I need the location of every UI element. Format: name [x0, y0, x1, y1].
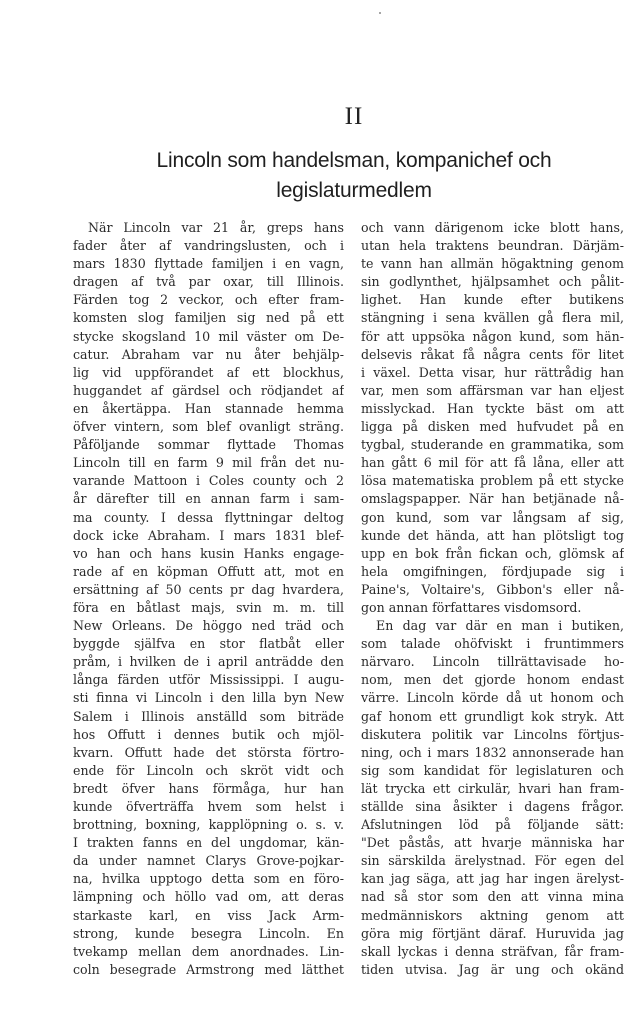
text-line: sti finna vi Lincoln i den lilla byn New — [73, 690, 344, 706]
text-line: En dag var där en man i butiken, — [376, 618, 624, 634]
text-line: tygbal, studerande en grammatika, som — [361, 437, 624, 453]
text-line: nad så stor som den att vinna mina — [361, 889, 624, 905]
text-line: rade af en köpman Offutt att, mot en — [73, 563, 344, 579]
text-line: Paine's, Voltaire's, Gibbon's eller nå- — [361, 581, 624, 597]
text-line: gon kund, som var långsam af sig, — [361, 509, 624, 525]
text-line: omslagspapper. När han betjänade nå- — [361, 491, 624, 507]
text-line: lösa matematiska problem på ett stycke — [361, 473, 624, 489]
text-line: brottning, boxning, kapplöpning o. s. v. — [73, 817, 344, 833]
chapter-title — [150, 146, 558, 206]
text-line: kvarn. Offutt hade det största förtro- — [73, 744, 344, 760]
text-line: nom, men det gjorde honom endast — [361, 672, 624, 688]
text-line: ma county. I dessa flyttningar deltog — [73, 509, 344, 525]
text-line: Lincoln till en farm 9 mil från det nu- — [73, 455, 344, 471]
text-line: lämpning och höllo vad om, att deras — [73, 889, 344, 905]
text-line: ning, och i mars 1832 annonserade han — [361, 744, 624, 760]
text-line: utan hela traktens beundran. Därjäm- — [361, 238, 624, 254]
text-line: och vann därigenom icke blott hans, — [361, 220, 624, 235]
text-line: delsevis råkat få några cents för litet — [361, 346, 624, 362]
text-line: långa färden utför Mississippi. I augu- — [73, 672, 344, 688]
text-line: stängning i sena kvällen gå flera mil, — [361, 310, 624, 326]
text-line: te vann han allmän högaktning genom — [361, 256, 624, 272]
text-line: Afslutningen löd på följande sätt: — [361, 817, 624, 833]
text-line: närvaro. Lincoln tillrättavisade ho- — [361, 654, 624, 670]
text-line: huggandet af gärdsel och rödjandet af — [73, 382, 344, 398]
text-line: När Lincoln var 21 år, greps hans — [88, 220, 344, 235]
text-line: mars 1830 flyttade familjen i en vagn, — [73, 256, 344, 272]
text-line: kunde öfverträffa hvem som helst i — [73, 799, 344, 814]
text-line: vo han och hans kusin Hanks engage- — [73, 545, 344, 561]
text-line: stycke skogsland 10 mil väster om De- — [73, 328, 344, 344]
text-line: kunde det hända, att han plötsligt tog — [361, 527, 624, 543]
text-line: strong, kunde besegra Lincoln. En — [73, 925, 344, 941]
chapter-title-line: Lincoln som handelsman, kompanichef och — [156, 149, 552, 172]
text-line: dock icke Abraham. I mars 1831 blef- — [73, 527, 344, 543]
text-line: en åkertäppa. Han stannade hemma — [73, 400, 344, 416]
text-line: gon annan författares visdomsord. — [361, 599, 582, 615]
text-line: tiden utvisa. Jag är ung och okänd — [361, 961, 624, 977]
text-line: kan jag säga, att jag har ingen ärelyst- — [361, 871, 624, 887]
text-line: ende för Lincoln och skröt vidt och — [73, 762, 344, 778]
text-line: dragen af två par oxar, till Illinois. — [73, 274, 344, 290]
text-line: diskutera politik var Lincolns förtjus- — [361, 726, 624, 742]
text-line: varande Mattoon i Coles county och 2 — [73, 473, 344, 489]
text-line: gaf honom ett grundligt kok stryk. Att — [361, 708, 624, 724]
text-line: hos Offutt i dennes butik och mjöl- — [73, 726, 344, 742]
text-line: "Det påstås, att hvarje människa har — [361, 835, 624, 851]
text-line: Färden tog 2 veckor, och efter fram- — [73, 292, 344, 308]
text-line: värre. Lincoln körde då ut honom och — [361, 690, 624, 706]
chapter-title-line: legislaturmedlem — [276, 179, 432, 202]
text-line: i växel. Detta visar, hur rättrådig han — [361, 364, 624, 380]
text-line: var, men som affärsman var han eljest — [361, 382, 624, 398]
text-line: sin särskilda ärelystnad. För egen del — [361, 853, 624, 869]
text-line: för att uppsöka någon kund, som hän- — [361, 328, 624, 344]
print-speck — [379, 12, 381, 14]
text-line: lät trycka ett cirkulär, hvari han fram- — [361, 780, 624, 796]
text-line: starkaste karl, en viss Jack Arm- — [73, 907, 344, 923]
text-line: da under namnet Clarys Grove-pojkar- — [73, 853, 344, 869]
text-line: bredt öfver hans förmåga, hur han — [73, 780, 344, 796]
text-line: göra mig förtjänt däraf. Huruvida jag — [361, 925, 624, 941]
text-line: misslyckad. Han tyckte bäst om att — [361, 400, 624, 416]
text-line: catur. Abraham var nu åter behjälp- — [73, 346, 344, 362]
text-line: lig vid uppförandet af ett blockhus, — [73, 364, 344, 380]
text-line: skall lyckas i denna sträfvan, får fram- — [361, 943, 624, 959]
text-line: år därefter till en annan farm i sam- — [73, 491, 344, 507]
text-line: tvekamp mellan dem anordnades. Lin- — [73, 943, 344, 959]
text-line: I trakten fanns en del ungdomar, kän- — [73, 835, 344, 851]
text-line: ligga på disken med hufvudet på en — [361, 419, 624, 435]
text-column-left — [73, 219, 344, 979]
text-line: Påföljande sommar flyttade Thomas — [73, 437, 344, 453]
chapter-number: II — [344, 103, 364, 130]
text-line: lighet. Han kunde efter butikens — [361, 292, 624, 308]
text-line: öfver vintern, som blef ovanligt sträng. — [73, 419, 344, 435]
text-line: Salem i Illinois anställd som biträde — [73, 708, 344, 724]
text-line: han gått 6 mil för att få låna, eller att — [361, 455, 624, 471]
text-column-right — [361, 219, 624, 979]
text-line: komsten slog familjen sig ned på ett — [73, 310, 344, 326]
text-line: föra en båtlast majs, svin m. m. till — [73, 599, 344, 615]
text-line: New Orleans. De höggo ned träd och — [73, 618, 344, 634]
text-line: som talade ohöfviskt i fruntimmers — [361, 636, 624, 652]
text-line: hela omgifningen, fördjupade sig i — [361, 563, 624, 579]
text-line: fader åter af vandringslusten, och i — [73, 238, 344, 254]
text-line: sin godlynthet, hjälpsamhet och pålit- — [361, 274, 624, 290]
text-line: na, hvilka upptogo detta som en föro- — [73, 871, 344, 887]
text-line: medmänniskors aktning genom att — [361, 907, 624, 923]
text-line: upp en bok från fickan och, glömsk af — [361, 545, 624, 561]
text-line: sig som kandidat för legislaturen och — [361, 762, 624, 778]
text-line: byggde själfva en stor flatbåt eller — [73, 636, 344, 652]
text-line: coln besegrade Armstrong med lätthet — [73, 961, 344, 977]
text-line: ställde sina åsikter i dagens frågor. — [361, 799, 624, 814]
text-line: pråm, i hvilken de i april anträdde den — [73, 654, 344, 670]
text-line: ersättning af 50 cents pr dag hvardera, — [73, 581, 344, 597]
